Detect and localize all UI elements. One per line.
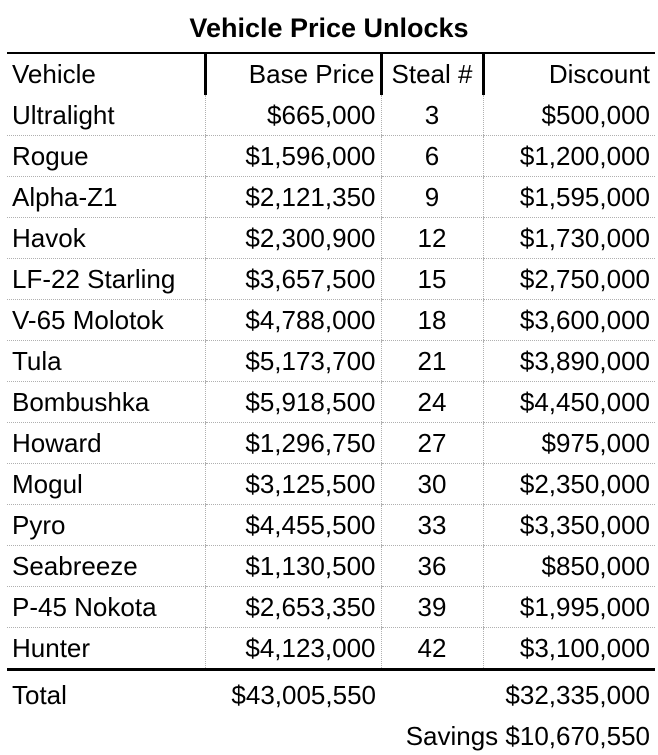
vehicle-cell: Mogul bbox=[7, 464, 205, 505]
steal-cell: 15 bbox=[381, 259, 483, 300]
base-price-cell: $5,173,700 bbox=[205, 341, 381, 382]
column-header-vehicle: Vehicle bbox=[7, 53, 205, 95]
discount-cell: $500,000 bbox=[483, 95, 655, 136]
column-header-steal: Steal # bbox=[381, 53, 483, 95]
steal-cell: 9 bbox=[381, 177, 483, 218]
base-price-cell: $2,653,350 bbox=[205, 587, 381, 628]
steal-cell: 36 bbox=[381, 546, 483, 587]
discount-cell: $3,600,000 bbox=[483, 300, 655, 341]
table-row bbox=[7, 341, 655, 382]
table-row bbox=[7, 382, 655, 423]
vehicle-cell: Rogue bbox=[7, 136, 205, 177]
steal-cell: 24 bbox=[381, 382, 483, 423]
total-steal-empty bbox=[381, 670, 483, 718]
table-row bbox=[7, 95, 655, 136]
savings-row bbox=[7, 717, 655, 755]
vehicle-cell: Alpha-Z1 bbox=[7, 177, 205, 218]
table-row bbox=[7, 177, 655, 218]
steal-cell: 18 bbox=[381, 300, 483, 341]
base-price-cell: $3,657,500 bbox=[205, 259, 381, 300]
steal-cell: 21 bbox=[381, 341, 483, 382]
base-price-cell: $1,296,750 bbox=[205, 423, 381, 464]
base-price-cell: $1,596,000 bbox=[205, 136, 381, 177]
base-price-cell: $4,123,000 bbox=[205, 628, 381, 670]
base-price-cell: $665,000 bbox=[205, 95, 381, 136]
table-row bbox=[7, 423, 655, 464]
table-body bbox=[7, 95, 655, 670]
table-row bbox=[7, 464, 655, 505]
table-row bbox=[7, 628, 655, 670]
table-row bbox=[7, 300, 655, 341]
table-row bbox=[7, 546, 655, 587]
discount-cell: $2,750,000 bbox=[483, 259, 655, 300]
steal-cell: 6 bbox=[381, 136, 483, 177]
vehicle-cell: Howard bbox=[7, 423, 205, 464]
steal-cell: 12 bbox=[381, 218, 483, 259]
vehicle-cell: Pyro bbox=[7, 505, 205, 546]
base-price-cell: $3,125,500 bbox=[205, 464, 381, 505]
total-label: Total bbox=[12, 679, 67, 710]
vehicle-cell: Tula bbox=[7, 341, 205, 382]
base-price-cell: $5,918,500 bbox=[205, 382, 381, 423]
column-header-base-price: Base Price bbox=[205, 53, 381, 95]
vehicle-cell: P-45 Nokota bbox=[7, 587, 205, 628]
base-price-cell: $1,130,500 bbox=[205, 546, 381, 587]
discount-cell: $3,890,000 bbox=[483, 341, 655, 382]
steal-cell: 27 bbox=[381, 423, 483, 464]
vehicle-price-table bbox=[7, 52, 655, 755]
discount-cell: $1,995,000 bbox=[483, 587, 655, 628]
column-header-discount: Discount bbox=[483, 53, 655, 95]
steal-cell: 3 bbox=[381, 95, 483, 136]
vehicle-cell: Havok bbox=[7, 218, 205, 259]
base-price-cell: $4,788,000 bbox=[205, 300, 381, 341]
table-row bbox=[7, 218, 655, 259]
discount-cell: $3,100,000 bbox=[483, 628, 655, 670]
total-row bbox=[7, 670, 655, 718]
discount-cell: $850,000 bbox=[483, 546, 655, 587]
discount-cell: $975,000 bbox=[483, 423, 655, 464]
base-price-cell: $4,455,500 bbox=[205, 505, 381, 546]
discount-cell: $1,595,000 bbox=[483, 177, 655, 218]
discount-cell: $2,350,000 bbox=[483, 464, 655, 505]
steal-cell: 30 bbox=[381, 464, 483, 505]
table-row bbox=[7, 587, 655, 628]
total-discount: $32,335,000 bbox=[505, 679, 650, 710]
vehicle-cell: V-65 Molotok bbox=[7, 300, 205, 341]
table-row bbox=[7, 259, 655, 300]
table-row bbox=[7, 136, 655, 177]
steal-cell: 42 bbox=[381, 628, 483, 670]
total-base-price: $43,005,550 bbox=[231, 679, 376, 710]
table-row bbox=[7, 505, 655, 546]
discount-cell: $1,730,000 bbox=[483, 218, 655, 259]
header-row bbox=[7, 53, 655, 95]
discount-cell: $4,450,000 bbox=[483, 382, 655, 423]
base-price-cell: $2,121,350 bbox=[205, 177, 381, 218]
vehicle-cell: LF-22 Starling bbox=[7, 259, 205, 300]
vehicle-cell: Ultralight bbox=[7, 95, 205, 136]
vehicle-cell: Bombushka bbox=[7, 382, 205, 423]
discount-cell: $3,350,000 bbox=[483, 505, 655, 546]
base-price-cell: $2,300,900 bbox=[205, 218, 381, 259]
discount-cell: $1,200,000 bbox=[483, 136, 655, 177]
table-title: Vehicle Price Unlocks bbox=[189, 13, 469, 43]
steal-cell: 33 bbox=[381, 505, 483, 546]
vehicle-cell: Hunter bbox=[7, 628, 205, 670]
steal-cell: 39 bbox=[381, 587, 483, 628]
vehicle-cell: Seabreeze bbox=[7, 546, 205, 587]
savings-text: Savings $10,670,550 bbox=[405, 720, 650, 751]
